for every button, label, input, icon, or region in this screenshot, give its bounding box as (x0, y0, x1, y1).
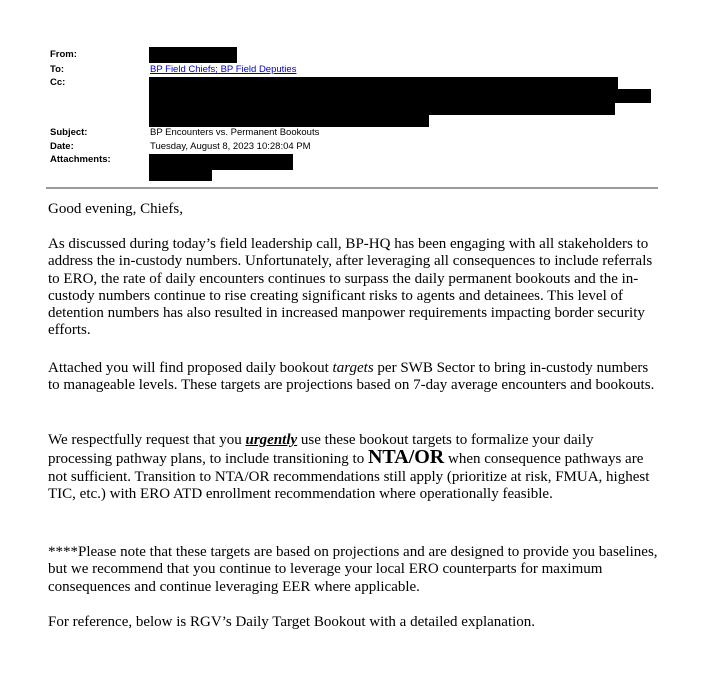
paragraph-request (48, 432, 658, 503)
paragraph-reference: For reference, below is RGV’s Daily Target Bookout with a detailed explanation. (48, 614, 536, 630)
cc-redaction-1 (149, 77, 618, 89)
date-label: Date: (50, 141, 74, 152)
greeting: Good evening, Chiefs, (48, 201, 183, 217)
p3-nta-or: NTA/OR (367, 446, 445, 469)
from-redaction (149, 47, 237, 63)
to-recipients-link[interactable]: BP Field Chiefs; BP Field Deputies (150, 64, 297, 75)
subject-value: BP Encounters vs. Permanent Bookouts (150, 127, 320, 138)
p2-emphasis: targets (332, 360, 374, 376)
to-label: To: (50, 64, 65, 75)
date-value: Tuesday, August 8, 2023 10:28:04 PM (150, 141, 311, 152)
header-divider (46, 187, 658, 189)
cc-redaction-3 (149, 103, 615, 115)
paragraph-situation (48, 236, 658, 340)
paragraph-targets (48, 360, 658, 395)
cc-label: Cc: (50, 77, 66, 88)
attachment-redaction-2 (149, 168, 212, 181)
cc-redaction-2 (149, 89, 651, 103)
paragraph-situation-text: As discussed during today’s field leadership call, BP-HQ has been engaging with all stakeholders to address the in-custody numbers. Unfortunately, after leveraging all consequences to include referrals to ERO, the rate of daily encounters continues to surpass the daily permanent bookouts and the in-custody numbers continue to rise creating significant risks to agents and detainees. This level of detention numbers has also resulted in increased manpower requirements impacting border security efforts. (48, 236, 653, 339)
p2-text-b: per SWB Sector to bring in-custody numbers to manageable levels. These targets are projections based on 7-day average encounters and bookouts. (48, 360, 655, 394)
p3-text-b: use these bookout targets to formalize your daily processing pathway plans, to include transitioning to (48, 432, 594, 468)
p3-text-a: We respectfully request that you (48, 432, 246, 448)
attachments-label: Attachments: (50, 154, 111, 165)
from-label: From: (50, 49, 77, 60)
p3-emphasis: urgently (245, 432, 298, 448)
paragraph-note: ****Please note that these targets are based on projections and are designed to provide you baselines, but we recommend that you continue to leverage your local ERO counterparts for maximum consequences and continue leveraging EER where applicable. (48, 544, 658, 595)
cc-redaction-4 (149, 115, 429, 127)
subject-label: Subject: (50, 127, 88, 138)
p3-text-c: when consequence pathways are not sufficient. Transition to NTA/OR recommendations still apply (prioritize at risk, FMUA, highest TIC, etc.) with ERO ATD enrollment recommendation where operationally feasible. (48, 451, 650, 502)
p2-text-a: Attached you will find proposed daily bookout (48, 360, 333, 376)
